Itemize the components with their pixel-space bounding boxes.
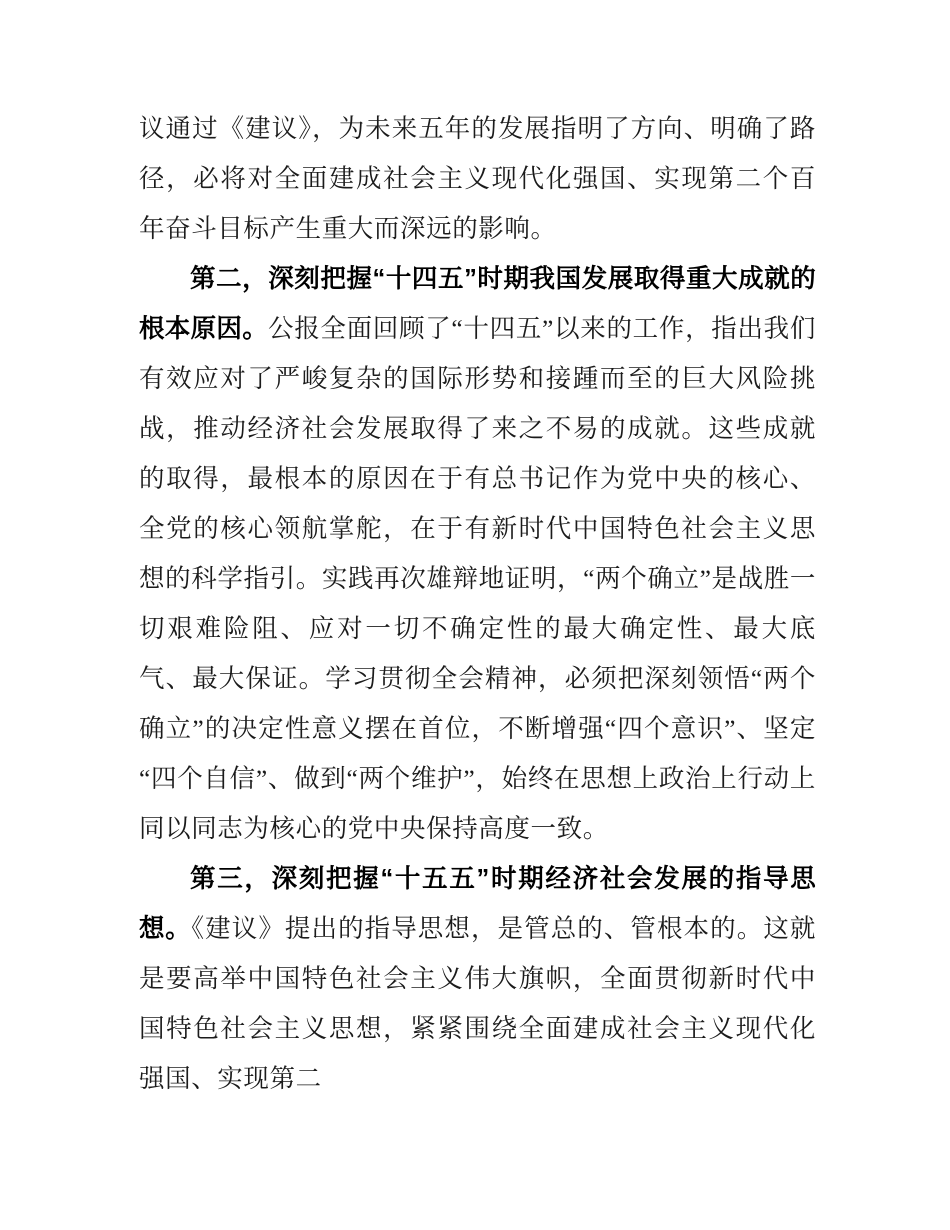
section-two-heading-run: 第二，深刻把握“十四五”时期我国发展取得重大成就的根本原因。	[139, 265, 816, 343]
section-two-body-text: 公报全面回顾了“十四五”以来的工作，指出我们有效应对了严峻复杂的国际形势和接踵而至的巨大风险挑战，推动经济社会发展取得了来之不易的成就。这些成就的取得，最根本的原因在于有总书记作为党中央的核心、全党的核心领航掌舵，在于有新时代中国特色社会主义思想的科学指引。实践再次雄辩地证明，“两个确立”是战胜一切艰难险阻、应对一切不确定性的最大确定性、最大底气、最大保证。学习贯彻全会精神，必须把深刻领悟“两个确立”的决定性意义摆在首位，不断增强“四个意识”、坚定“四个自信”、做到“两个维护”，始终在思想上政治上行动上同以同志为核心的党中央保持高度一致。	[139, 314, 816, 843]
paragraph-section-two	[139, 254, 816, 854]
paragraph-continuation	[139, 104, 816, 254]
section-three-body-text: 《建议》提出的指导思想，是管总的、管根本的。这就是要高举中国特色社会主义伟大旗帜，全面贯彻新时代中国特色社会主义思想，紧紧围绕全面建成社会主义现代化强国、实现第二	[139, 914, 816, 1093]
paragraph-section-three	[139, 854, 816, 1104]
section-three-heading-run: 第三，深刻把握“十五五”时期经济社会发展的指导思想。	[139, 865, 816, 943]
paragraph-body-text: 议通过《建议》，为未来五年的发展指明了方向、明确了路径，必将对全面建成社会主义现代化强国、实现第二个百年奋斗目标产生重大而深远的影响。	[139, 114, 816, 243]
document-text-column	[139, 104, 816, 1104]
